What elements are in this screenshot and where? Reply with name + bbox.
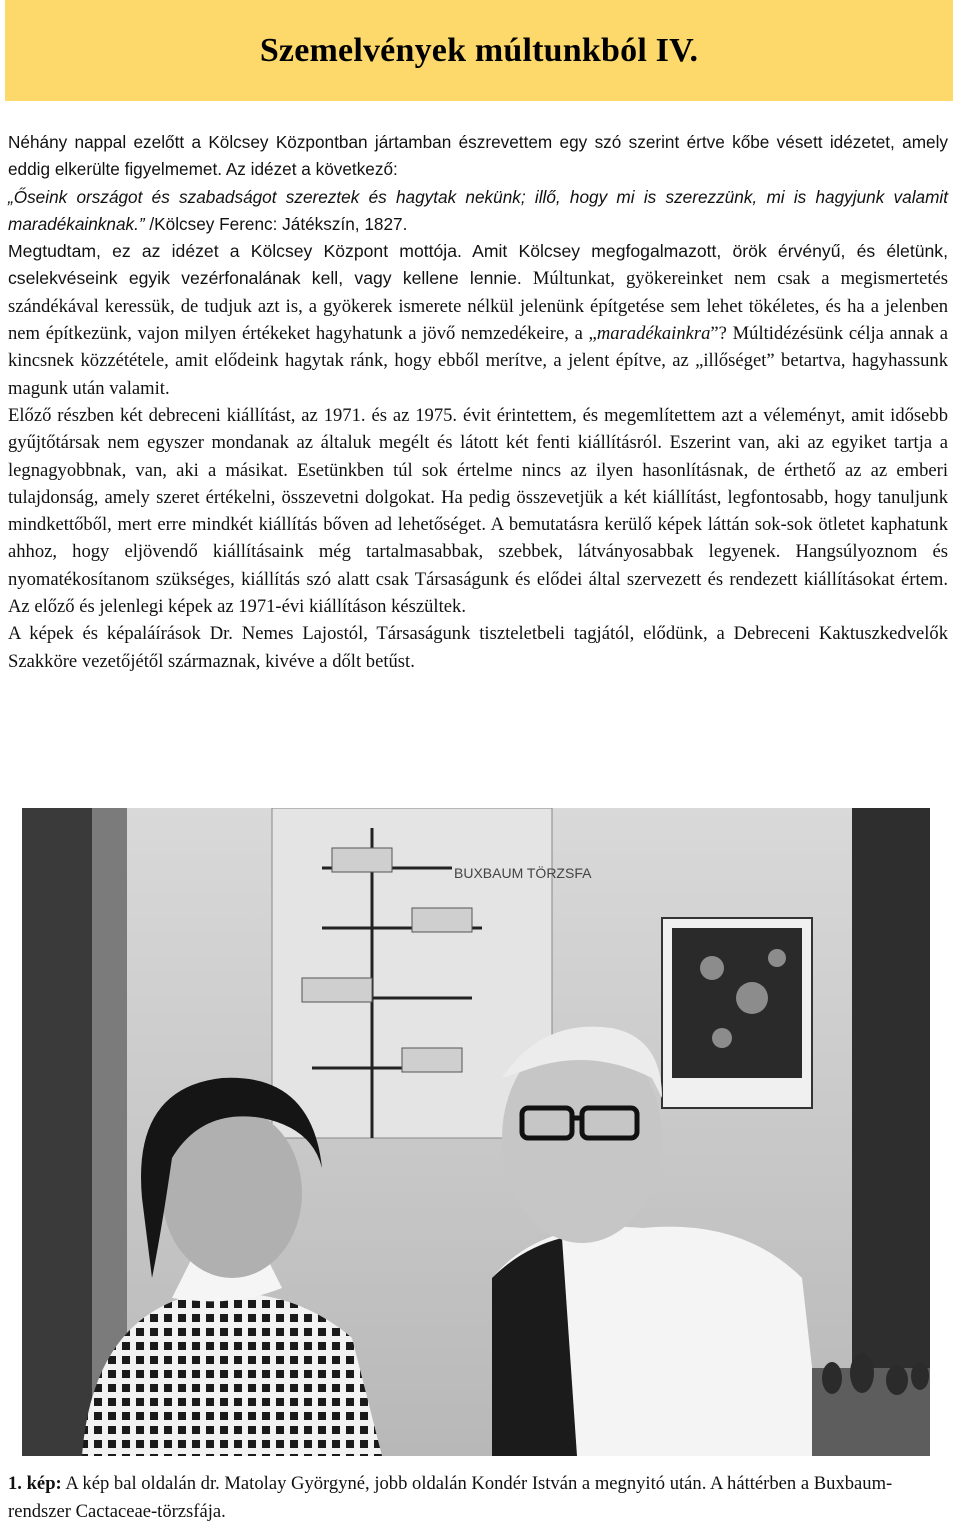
page-title: Szemelvények múltunkból IV.: [259, 31, 699, 69]
photo-caption: [8, 1470, 953, 1525]
caption-label: 1. kép:: [8, 1473, 62, 1494]
caption-text: A kép bal oldalán dr. Matolay Györgyné, jobb oldalán Kondér István a megnyitó után. A háttérben a Buxbaum-rendszer Cactaceae-törzsfája.: [8, 1473, 893, 1522]
motto-paragraph: [8, 238, 948, 402]
credits-paragraph: A képek és képaláírások Dr. Nemes Lajostól, Társaságunk tiszteletbeli tagjától, elődünk, a Debreceni Kaktuszkedvelők Szakköre vezetőjétől származnak, kivéve a dőlt betűst.: [8, 623, 948, 672]
maradekainkra-italic: maradékainkra: [596, 323, 711, 345]
title-banner: [5, 0, 955, 101]
intro-paragraph: [8, 129, 948, 238]
quote-source: /Kölcsey Ferenc: Játékszín, 1827.: [144, 213, 408, 234]
exhibition-paragraph: Előző részben két debreceni kiállítást, az 1971. és az 1975. évit érintettem, és megemlítettem azt a véleményt, amit idősebb gyűjtőtársak nem egyszer mondanak az általuk megélt és látott két fenti kiállításról. Eszerint van, aki az egyiket tartja a legnagyobbnak, van, aki a másikat. Esetünkben túl sok értelme nincs az ilyen hasonlításnak, de érthető az az emberi tulajdonság, amely szeret értékelni, összevetni dolgokat. Ha pedig összevetjük a két kiállítást, legfontosabb, hogy tanuljunk mindkettőből, mert erre mindkét kiállítás bőven ad lehetőséget. A bemutatásra kerülő képek láttán sok-sok ötletet kaphatunk ahhoz, hogy eljövendő kiállításaink még tartalmasabbak, szebbek, látványosabbak legyenek. Hangsúlyoznom és nyomatékosítanom szükséges, kiállítás szó alatt csak Társaságunk és elődei által szervezett és rendezett kiállításokat értem. Az előző és jelenlegi képek az 1971-évi kiállításon készültek.: [8, 404, 948, 618]
photo-sign: BUXBAUM TÖRZSFA: [454, 865, 592, 881]
kolcsey-quote: „Őseink országot és szabadságot szereztek és hagytak nekünk; illő, hogy mi is szerezzünk, mi is hagyjunk valamit maradékainknak.”: [8, 186, 948, 234]
intro-text: Néhány nappal ezelőtt a Kölcsey Központban jártamban észrevettem egy szó szerint értve kőbe vésett idézetet, amely eddig elkerülte figyelmemet. Az idézet a következő:: [8, 132, 948, 180]
roots-text: Múltunkat, gyökereinket nem csak a megismertetés szándékával keressük, de tudjuk azt is, a gyökerek ismerete nélkül jelenünk építgetése sem lehet tökéletes, és ha a jelenben nem építkezünk, vajon milyen értékeket hagyhatunk a jövő nemzedékeire, a „maradékainkra”? Múltidézésünk célja annak a kincsnek közzététele, amit elődeink hagytak ránk, hogy ebből merítve, a jelent építve, az „illőséget” betartva, hagyhassunk magunk után valamit.: [8, 268, 948, 399]
article-body: [8, 129, 948, 675]
photo-illustration: [22, 808, 930, 1456]
motto-text: Megtudtam, ez az idézet a Kölcsey Központ mottója. Amit Kölcsey megfogalmazott, örök érvényű, és életünk, cselekvéseink egyik vezérfonalának kell, vagy kellene lennie.: [8, 241, 948, 289]
exhibition-photo: [22, 808, 930, 1456]
